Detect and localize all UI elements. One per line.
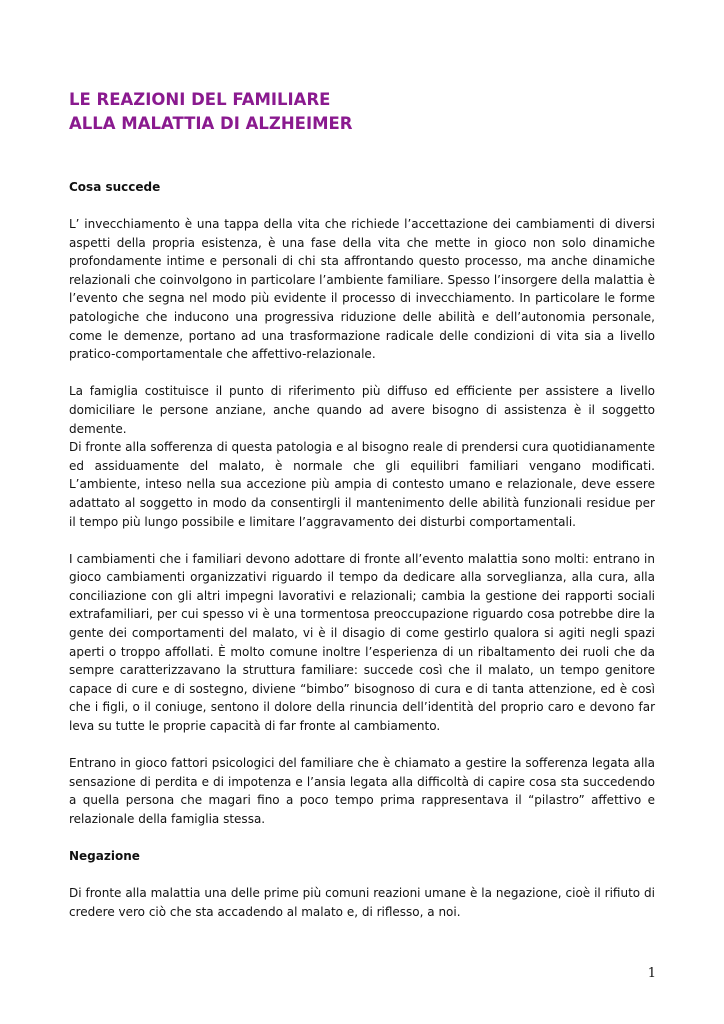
spacer [69,736,655,755]
paragraph-famiglia: La famiglia costituisce il punto di riferimento più diffuso ed efficiente per assistere a livello domiciliare le persone anziane, anche quando ad avere bisogno di assistenza è il soggetto demente. [69,384,655,436]
section-heading-negazione: Negazione [69,849,140,864]
spacer [69,531,655,550]
document-page [69,88,655,921]
paragraph-cambiamenti: I cambiamenti che i familiari devono adottare di fronte all’evento malattia sono molti: entrano in gioco cambiamenti organizzativi riguardo il tempo da dedicare alla sorveglianza, alla cura, alla conciliazione con gli altri impegni lavorativi e relazionali; cambia la gestione dei rapporti sociali extrafamiliari, per cui spesso vi è una tormentosa preoccupazione riguardo cosa potrebbe dire la gente dei comportamenti del malato, vi è il disagio di come gestirlo qualora si agiti negli spazi aperti o troppo affollati. È molto comune inoltre l’esperienza di un ribaltamento dei ruoli che da sempre caratterizzavano la struttura familiare: succede così che il malato, un tempo genitore capace di cure e di sostegno, diviene “bimbo” bisognoso di cura e di tanta attenzione, ed è così che i figli, o il coniuge, sentono il dolore della rinuncia dell’identità del proprio caro e devono far leva su tutte le proprie capacità di far fronte al cambiamento. [69,551,655,734]
paragraph-fattori-psicologici: Entrano in gioco fattori psicologici del familiare che è chiamato a gestire la sofferenza legata alla sensazione di perdita e di impotenza e l’ansia legata alla difficoltà di capire cosa sta succedendo a quella persona che magari fino a poco tempo prima rappresentava il “pilastro” affettivo e relazionale della famiglia stessa. [69,756,655,826]
document-title-line-2: ALLA MALATTIA DI ALZHEIMER [69,114,353,133]
paragraph-sofferenza: Di fronte alla sofferenza di questa patologia e al bisogno reale di prendersi cura quotidianamente ed assiduamente del malato, è normale che gli equilibri familiari vengano modificati. L’ambiente, inteso nella sua accezione più ampia di contesto umano e relazionale, deve essere adattato al soggetto in modo da consentirgli il mantenimento delle abilità funzionali residue per il tempo più lungo possibile e limitare l’aggravamento dei disturbi comportamentali. [69,440,655,529]
page-number: 1 [647,966,656,981]
paragraph-negazione: Di fronte alla malattia una delle prime più comuni reazioni umane è la negazione, cioè il rifiuto di credere vero ciò che sta accadendo al malato e, di riflesso, a noi. [69,886,655,919]
spacer [69,829,655,848]
section-heading-cosa-succede: Cosa succede [69,180,161,194]
paragraph-invecchiamento: L’ invecchiamento è una tappa della vita che richiede l’accettazione dei cambiamenti di diversi aspetti della propria esistenza, è una fase della vita che mette in gioco non solo dinamiche profondamente intime e personali di chi sta affrontando questo processo, ma anche dinamiche relazionali che coinvolgono in particolare l’ambiente familiare. Spesso l’insorgere della malattia è l’evento che segna nel modo più evidente il processo di invecchiamento. In particolare le forme patologiche che inducono una progressiva riduzione delle abilità e dell’autonomia personale, come le demenze, portano ad una trasformazione radicale delle condizioni di vita sia a livello pratico-comportamentale che affettivo-relazionale. [69,217,655,362]
spacer [69,364,655,383]
spacer [69,866,655,885]
spacer [69,136,655,178]
spacer [69,197,655,216]
document-title-line-1: LE REAZIONI DEL FAMILIARE [69,90,331,109]
